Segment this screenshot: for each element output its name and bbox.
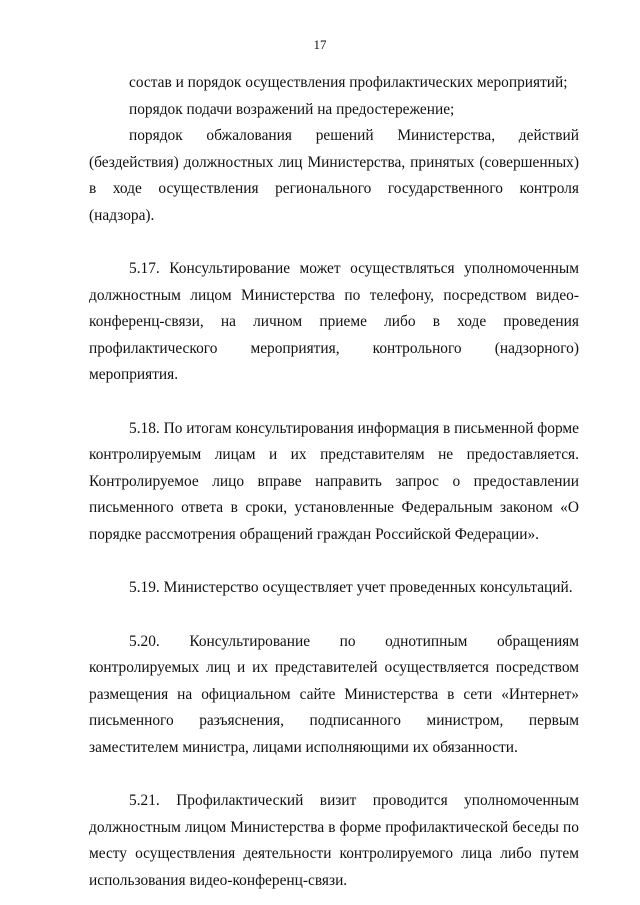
paragraph-objection-procedure: порядок подачи возражений на предостережение; xyxy=(129,100,455,118)
paragraph-5-17: 5.17. Консультирование может осуществляться уполномоченным должностным лицом Министерства по телефону, посредством видео-конференц-связи, на личном приеме либо в ходе проведения профилактического мероприятия, контрольного (надзорного) мероприятия. xyxy=(89,260,579,383)
paragraph-composition-order: состав и порядок осуществления профилактических мероприятий; xyxy=(129,74,568,91)
page-number: 17 xyxy=(313,37,327,52)
paragraph-appeal-procedure: порядок обжалования решений Министерства, действий (бездействия) должностных лиц Министерства, принятых (совершенных) в ходе осуществления регионального государственного контроля (надзора). xyxy=(89,127,579,224)
paragraph-5-19: 5.19. Министерство осуществляет учет проведенных консультаций. xyxy=(129,579,573,596)
paragraph-5-18: 5.18. По итогам консультирования информация в письменной форме контролируемым лицам и их представителям не предоставляется. Контролируемое лицо вправе направить запрос о предоставлении письменного ответа в сроки, установленные Федеральным законом «О порядке рассмотрения обращений граждан Российской Федерации». xyxy=(89,419,579,543)
document-body xyxy=(89,70,579,894)
paragraph-5-21: 5.21. Профилактический визит проводится уполномоченным должностным лицом Министерства в форме профилактической беседы по месту осуществления деятельности контролируемого лица либо путем использования видео-конференц-связи. xyxy=(89,792,579,889)
paragraph-5-20: 5.20. Консультирование по однотипным обращениям контролируемых лиц и их представителей осуществляется посредством размещения на официальном сайте Министерства в сети «Интернет» письменного разъяснения, подписанного министром, первым заместителем министра, лицами исполняющими их обязанности. xyxy=(89,632,579,756)
